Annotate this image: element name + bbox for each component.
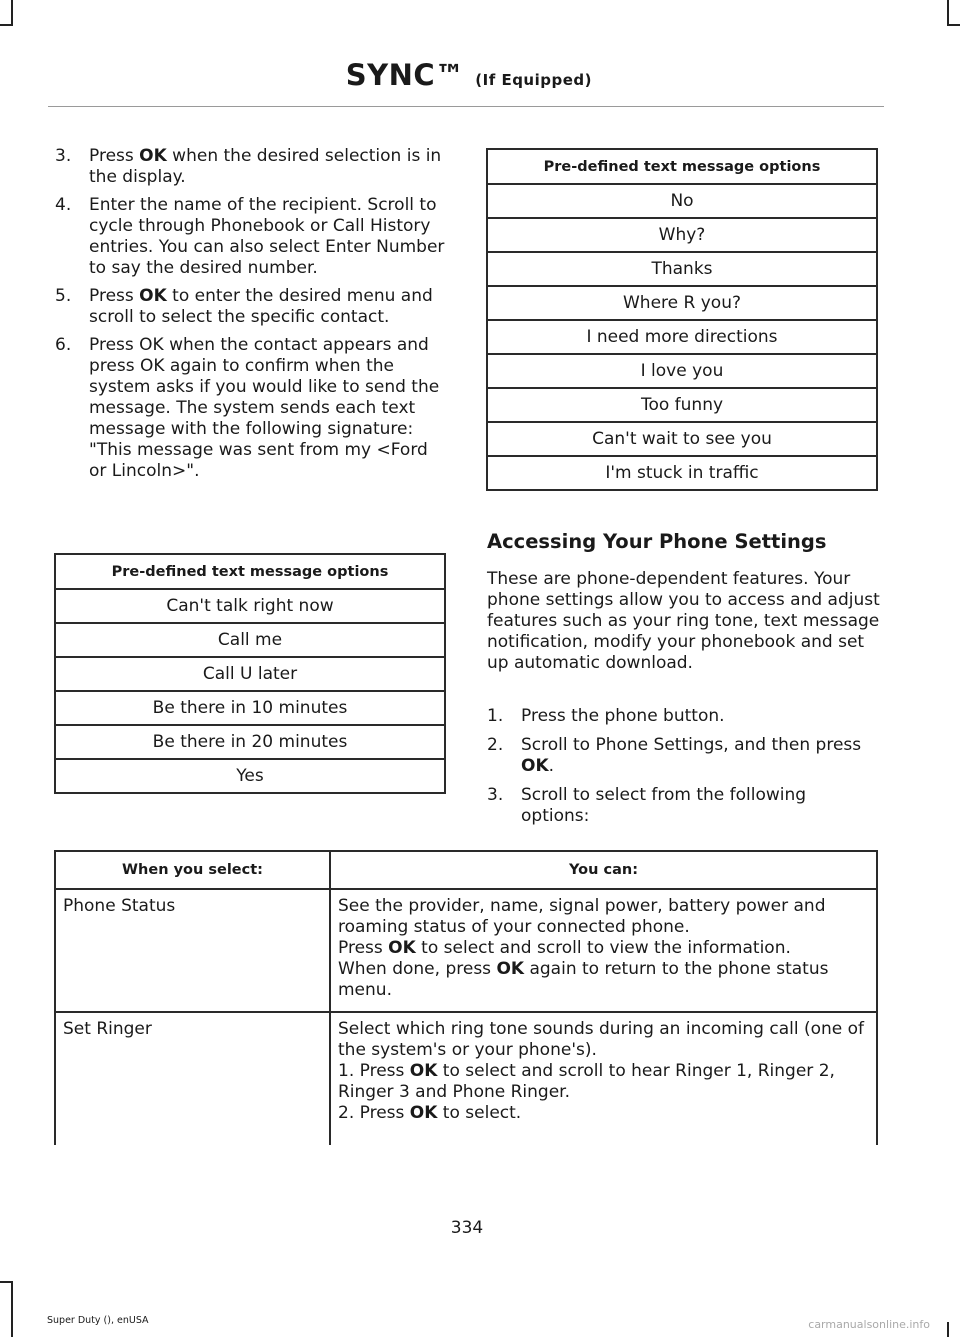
description-line [338,1019,870,1061]
step-number: 6. [55,335,72,355]
option-description [330,1012,877,1145]
step-item [55,195,447,279]
message-option: Call U later [55,657,445,691]
step-item [487,785,879,827]
crop-mark [11,1281,13,1337]
table-row [55,759,445,793]
step-text [521,706,879,727]
bold-key-label: OK [521,756,549,776]
table-row [55,589,445,623]
message-option: Be there in 20 minutes [55,725,445,759]
table-row [55,657,445,691]
step-item [55,286,447,328]
message-option: I love you [487,354,877,388]
text-run: to select. [437,1103,522,1123]
message-option: Be there in 10 minutes [55,691,445,725]
text-run: to select and scroll to hear Ringer 1, Ringer 2, Ringer 3 and Phone Ringer. [338,1061,835,1102]
table-header: Pre-defined text message options [487,149,877,184]
column-header-result: You can: [330,851,877,889]
description-line [338,959,870,1001]
message-option: I need more directions [487,320,877,354]
text-run: Scroll to Phone Settings, and then press [521,735,862,755]
bold-key-label: OK [496,959,525,979]
table-row [487,218,877,252]
section-heading: Accessing Your Phone Settings [487,530,827,553]
text-run: When done, press [338,959,497,979]
table-row [55,725,445,759]
message-option: I'm stuck in traffic [487,456,877,490]
table-row [487,354,877,388]
message-option: Thanks [487,252,877,286]
text-run: Scroll to select from the following options: [521,785,807,826]
text-run: again to return to the phone status menu. [338,959,829,1000]
description-line [338,938,870,959]
phone-settings-options-table [54,850,878,1145]
description-line [338,1061,870,1103]
section-intro: These are phone-dependent features. Your phone settings allow you to access and adjust features such as your ring tone, text message notification, modify your phonebook and set up automatic download. [487,569,880,673]
message-option: Too funny [487,388,877,422]
step-item [55,146,447,188]
bold-key-label: OK [409,1061,438,1081]
text-run: Press [89,286,140,306]
step-number: 4. [55,195,72,215]
message-option: Can't wait to see you [487,422,877,456]
table-row [487,388,877,422]
step-item [487,706,879,727]
bold-key-label: OK [139,146,167,166]
table-row [487,286,877,320]
text-run: Press the phone button. [521,706,725,726]
text-run: Enter the name of the recipient. Scroll to cycle through Phonebook or Call History entries. You can also select Enter Number to say the desired number. [89,195,445,278]
header-subtitle: (If Equipped) [475,71,592,89]
right-step-list [487,706,879,835]
table-row [55,623,445,657]
message-option: Call me [55,623,445,657]
step-text [521,785,879,827]
left-step-list [55,146,447,489]
message-option: Yes [55,759,445,793]
table-row [487,422,877,456]
footer-edition: Super Duty (), enUSA [47,1315,149,1326]
header-title: SYNC™ [345,58,465,92]
text-run: Press OK when the contact appears and press OK again to confirm when the system asks if you would like to send the message. The system sends each text message with the following signature: "This message was sent from my <Ford or Lincoln>". [89,335,440,481]
step-text [89,286,447,328]
table-row [487,320,877,354]
crop-mark [947,1322,949,1337]
text-run: See the provider, name, signal power, battery power and roaming status of your connected phone. [338,896,826,937]
message-option: No [487,184,877,218]
column-header-select: When you select: [55,851,330,889]
table-row [55,691,445,725]
description-line [338,1103,870,1124]
message-option: Why? [487,218,877,252]
message-option: Can't talk right now [55,589,445,623]
page-number: 334 [450,1218,484,1238]
message-option: Where R you? [487,286,877,320]
text-run: Press [338,938,389,958]
step-text [89,195,447,279]
page-header-title [346,58,592,92]
table-row [487,456,877,490]
option-label: Phone Status [55,889,330,1012]
crop-mark [947,24,960,26]
step-item [55,335,447,482]
description-line [338,896,870,938]
predefined-messages-table-left [54,553,446,794]
crop-mark [0,1281,12,1283]
bold-key-label: OK [139,286,167,306]
watermark: carmanualsonline.info [808,1318,930,1331]
text-run: when the desired selection is in the display. [89,146,442,187]
crop-mark [947,0,949,26]
step-text [89,146,447,188]
bold-key-label: OK [409,1103,438,1123]
step-number: 3. [55,146,72,166]
step-number: 2. [487,735,504,755]
step-number: 3. [487,785,504,805]
table-row [487,184,877,218]
text-run: 1. Press [338,1061,410,1081]
header-divider [48,106,884,107]
text-run: Select which ring tone sounds during an incoming call (one of the system's or your phone's). [338,1019,865,1060]
option-label: Set Ringer [55,1012,330,1145]
table-header: Pre-defined text message options [55,554,445,589]
text-run: to enter the desired menu and scroll to select the specific contact. [89,286,433,327]
step-text [521,735,879,777]
table-row [55,1012,877,1145]
bold-key-label: OK [388,938,416,958]
table-row [55,889,877,1012]
table-row [487,252,877,286]
text-run: Press [89,146,140,166]
text-run: . [548,756,555,776]
text-run: 2. Press [338,1103,410,1123]
step-number: 1. [487,706,504,726]
text-run: to select and scroll to view the information. [415,938,791,958]
step-number: 5. [55,286,72,306]
crop-mark [11,0,13,26]
option-description [330,889,877,1012]
step-item [487,735,879,777]
step-text [89,335,447,482]
crop-mark [0,24,12,26]
predefined-messages-table-right [486,148,878,491]
